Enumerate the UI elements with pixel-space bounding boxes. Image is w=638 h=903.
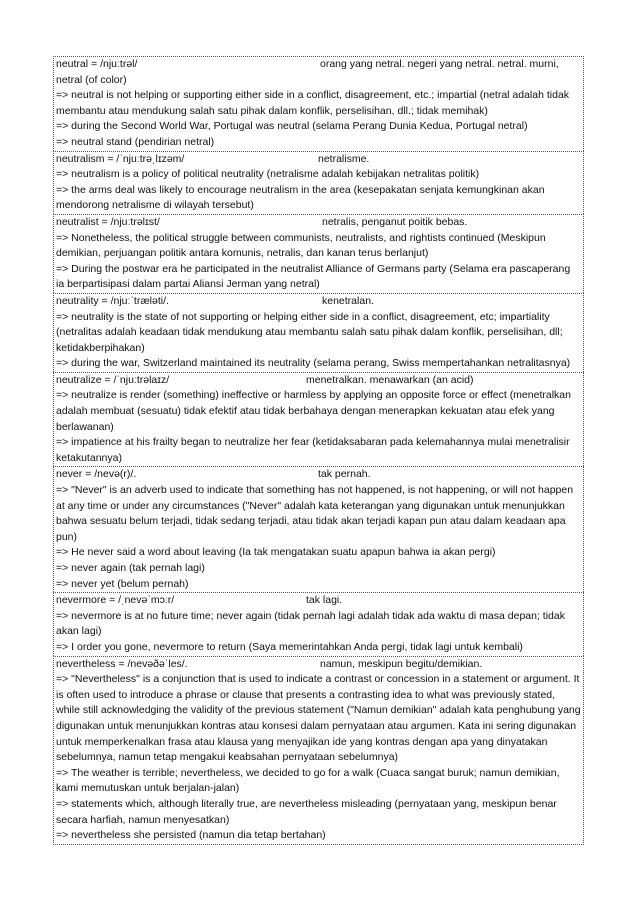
entry-line: => the arms deal was likely to encourage neutralism in the area (kesepakatan senjata kemungkinan akan mendorong netralisme di wilayah tersebut) — [56, 183, 545, 212]
entry-head — [56, 294, 581, 310]
entry-line: => neutralism is a policy of political neutrality (netralisme adalah kebijakan netralitas politik) — [56, 168, 480, 181]
entry-translation: tak lagi. — [306, 594, 343, 607]
entry-term: neutralist = /njuːtrəlɪst/ — [56, 215, 160, 228]
entry-line: => never yet (belum pernah) — [56, 577, 189, 590]
dictionary-page — [53, 56, 584, 845]
dictionary-entry — [53, 656, 584, 845]
entry-translation: namun, meskipun begitu/demikian. — [320, 657, 483, 670]
dictionary-entry — [53, 214, 584, 293]
entry-line: => neutral is not helping or supporting either side in a conflict, disagreement, etc.; impartial (netral adalah tidak membantu atau mendukung salah satu pihak dalam konflik, perselisihan, dll.; tidak memihak) — [56, 89, 570, 117]
entry-head — [56, 152, 581, 168]
entry-translation: netralisme. — [318, 152, 370, 165]
entry-line: => nevermore is at no future time; never again (tidak pernah lagi adalah tidak ada waktu di masa depan; tidak akan lagi) — [56, 609, 565, 638]
entry-line: => During the postwar era he participated in the neutralist Alliance of Germans party (Selama era pascaperang ia berpartisipasi dalam partai Aliansi Jerman yang netral) — [56, 262, 571, 291]
entry-head — [56, 467, 581, 483]
entry-translation-continued: netral (of color) — [56, 73, 127, 86]
entry-line: => during the Second World War, Portugal was neutral (selama Perang Dunia Kedua, Portugal netral) — [56, 120, 528, 133]
entry-line: => during the war, Switzerland maintained its neutrality (selama perang, Swiss mempertahankan netralitasnya) — [56, 357, 571, 370]
entry-head — [56, 593, 581, 609]
entry-head — [56, 373, 581, 389]
entry-line: => "Nevertheless" is a conjunction that is used to indicate a contrast or concession in a statement or argument. It is often used to introduce a phrase or clause that presents a contrasting idea to what was previously stated, while still acknowledging the validity of the previous statement ("Namun demikian" adalah kata penghubung yang digunakan untuk menunjukkan kontras atau konsesi dalam pernyataan atau argumen. Kata ini sering digunakan untuk memperkenalkan frasa atau klausa yang menyajikan ide yang kontras dengan apa yang dinyatakan sebelumnya, namun tetap mengakui keabsahan pernyataan sebelumnya) — [56, 673, 581, 764]
entry-translation: netralis, penganut poitik bebas. — [322, 215, 468, 228]
entry-translation: kenetralan. — [322, 294, 374, 307]
entry-line: => The weather is terrible; nevertheless, we decided to go for a walk (Cuaca sangat buruk; namun demikian, kami memutuskan untuk berjalan-jalan) — [56, 766, 560, 795]
entry-line: => I order you gone, nevermore to return (Saya memerintahkan Anda pergi, tidak lagi untuk kembali) — [56, 640, 523, 653]
dictionary-entry — [53, 151, 584, 214]
entry-line: => neutral stand (pendirian netral) — [56, 135, 215, 148]
dictionary-entry — [53, 372, 584, 467]
dictionary-entry — [53, 466, 584, 592]
entry-line: => He never said a word about leaving (Ia tak mengatakan suatu apapun bahwa ia akan pergi) — [56, 546, 496, 559]
entry-line: => Nonetheless, the political struggle between communists, neutralists, and rightists continued (Meskipun demikian, perjuangan politik antara komunis, netralis, dan kanan terus berlanjut) — [56, 231, 546, 260]
entry-term: nevertheless = /nevəðəˈles/. — [56, 657, 188, 670]
entry-translation: tak pernah. — [318, 468, 371, 481]
entry-line: => never again (tak pernah lagi) — [56, 562, 205, 574]
entry-line: => neutrality is the state of not supporting or helping either side in a conflict, disagreement, etc; impartiality (netralitas adalah keadaan tidak mendukung atau membantu salah satu pihak dalam konflik, perselisihan, dll; ketidakberpihakan) — [56, 310, 563, 354]
entry-line: => "Never" is an adverb used to indicate that something has not happened, is not happening, or will not happen at any time or under any circumstances ("Never" adalah kata keterangan yang digunakan untuk menunjukkan bahwa sesuatu belum terjadi, tidak sedang terjadi, atau tidak akan terjadi kapan pun atau dalam keadaan apa pun) — [56, 484, 574, 543]
dictionary-entry — [53, 293, 584, 372]
entry-line: => nevertheless she persisted (namun dia tetap bertahan) — [56, 829, 326, 842]
entry-translation: menetralkan. menawarkan (an acid) — [306, 373, 474, 386]
entry-term: never = /nevə(r)/. — [56, 468, 137, 481]
dictionary-entry — [53, 56, 584, 151]
entry-term: neutral = /njuːtrəl/ — [56, 58, 138, 70]
entry-head — [56, 657, 581, 673]
entry-line: => statements which, although literally true, are nevertheless misleading (pernyataan yang, meskipun benar secara harfiah, namun menyesatkan) — [56, 797, 557, 826]
entry-term: neutralism = /ˈnjuːtrəˌlɪzəm/ — [56, 152, 185, 165]
entry-line: => neutralize is render (something) ineffective or harmless by applying an opposite force or effect (menetralkan adalah membuat (sesuatu) tidak efektif atau tidak berbahaya dengan menerapkan kekuatan atau efek yang berlawanan) — [56, 389, 571, 433]
entry-term: neutralize = /ˈnjuːtrəlaɪz/ — [56, 373, 170, 386]
entry-translation: orang yang netral. negeri yang netral. netral. murni, — [320, 58, 559, 70]
entry-head — [56, 215, 581, 231]
entry-head — [56, 57, 581, 73]
dictionary-entry — [53, 592, 584, 655]
entry-term: nevermore = /ˌnevəˈmɔːr/ — [56, 594, 175, 607]
entry-line: => impatience at his frailty began to neutralize her fear (ketidaksabaran pada kelemahannya mulai menetralisir ketakutannya) — [56, 436, 570, 464]
entry-term: neutrality = /njuːˈtræləti/. — [56, 294, 169, 307]
